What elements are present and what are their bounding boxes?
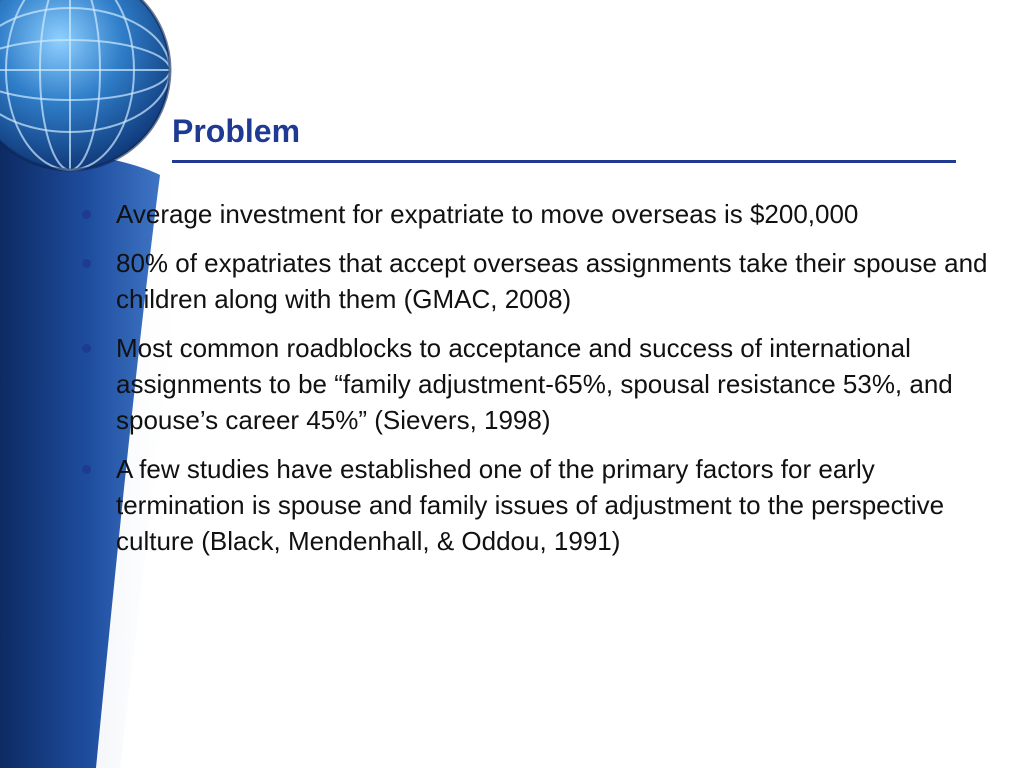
- bullet-dot: [82, 344, 91, 353]
- bullet-item: [80, 451, 1010, 559]
- globe-icon: [0, 0, 170, 170]
- bullet-list: [80, 196, 1010, 572]
- bullet-text: Average investment for expatriate to move overseas is $200,000: [116, 199, 859, 229]
- bullet-text: 80% of expatriates that accept overseas assignments take their spouse and children along with them (GMAC, 2008): [116, 248, 988, 314]
- bullet-text: Most common roadblocks to acceptance and success of international assignments to be “family adjustment-65%, spousal resistance 53%, and spouse’s career 45%” (Sievers, 1998): [116, 333, 953, 435]
- bullet-dot: [82, 465, 91, 474]
- bullet-item: [80, 330, 1010, 438]
- bullet-dot: [82, 210, 91, 219]
- title-underline: [172, 160, 956, 163]
- bullet-text: A few studies have established one of the primary factors for early termination is spouse and family issues of adjustment to the perspective culture (Black, Mendenhall, & Oddou, 1991): [116, 454, 945, 556]
- bullet-item: [80, 245, 1010, 317]
- bullet-dot: [82, 259, 91, 268]
- bullet-item: [80, 196, 1010, 232]
- slide-title: Problem: [172, 113, 301, 149]
